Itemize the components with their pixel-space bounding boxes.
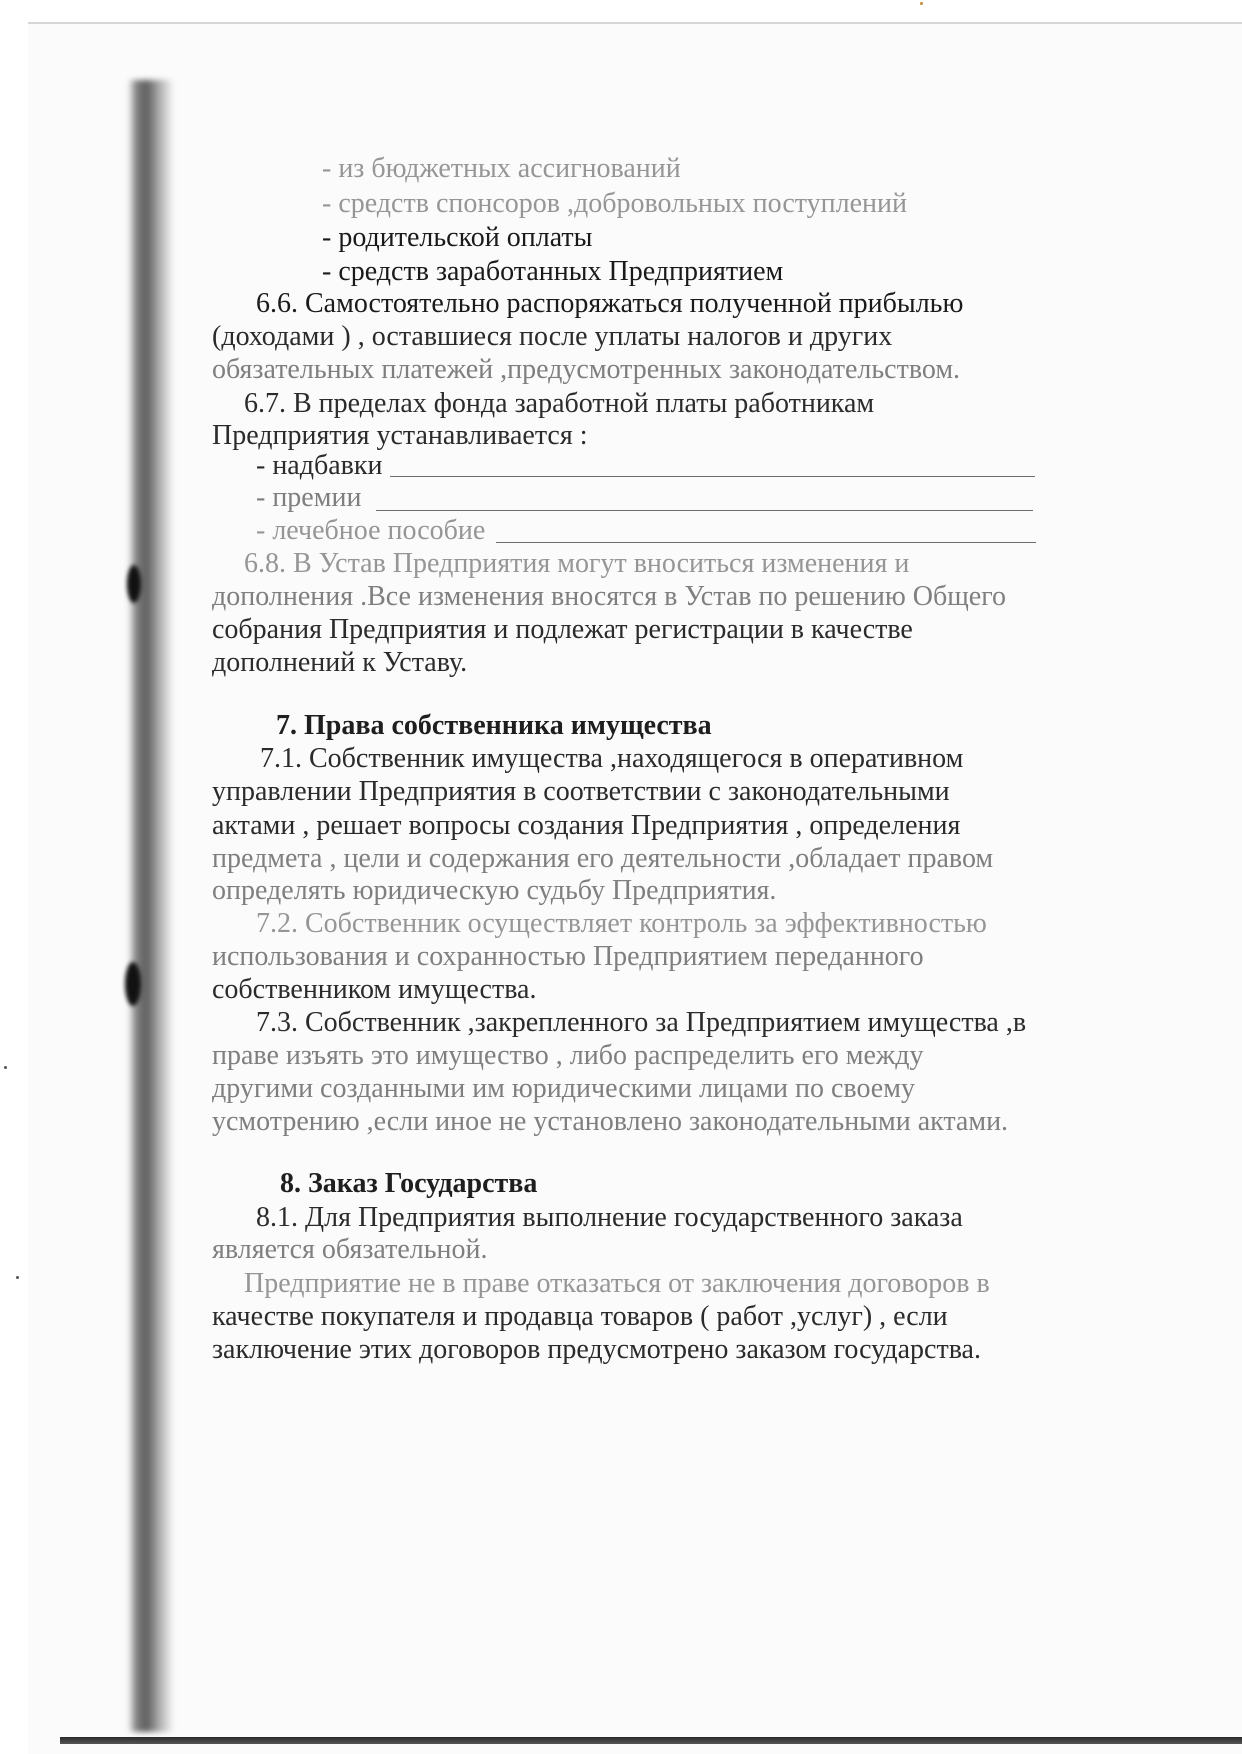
paragraph-7-1-line: 7.1. Собственник имущества ,находящегося в оперативном (260, 743, 964, 774)
paragraph-7-1-line: определять юридическую судьбу Предприятия. (212, 875, 777, 906)
list-item-funding: - из бюджетных ассигнований (322, 153, 681, 184)
section-7-heading: 7. Права собственника имущества (276, 710, 712, 741)
paragraph-6-8-line: собрания Предприятия и подлежат регистрации в качестве (212, 614, 913, 645)
section-8-heading: 8. Заказ Государства (280, 1168, 538, 1199)
paragraph-7-2-line: 7.2. Собственник осуществляет контроль за эффективностью (256, 908, 987, 939)
paragraph-7-2-line: собственником имущества. (212, 974, 537, 1005)
fill-line (390, 476, 1035, 477)
paragraph-7-1-line: предмета , цели и содержания его деятельности ,обладает правом (212, 843, 994, 874)
list-item-pay: - лечебное пособие (256, 515, 486, 546)
list-item-pay: - премии (256, 482, 362, 513)
paragraph-6-7-line: 6.7. В пределах фонда заработной платы работникам (244, 388, 875, 419)
scan-speck (4, 1066, 7, 1069)
scan-bottom-edge (60, 1737, 1242, 1744)
paragraph-7-3-line: 7.3. Собственник ,закрепленного за Предприятием имущества ,в (256, 1007, 1027, 1038)
paragraph-8-2-line: Предприятие не в праве отказаться от заключения договоров в (244, 1268, 990, 1299)
paragraph-7-3-line: другими созданными им юридическими лицами по своему (212, 1073, 915, 1104)
list-item-funding: - средств спонсоров ,добровольных поступлений (322, 188, 907, 219)
list-item-funding: - средств заработанных Предприятием (322, 256, 784, 287)
scan-speck (920, 2, 923, 5)
list-item-funding: - родительской оплаты (322, 222, 593, 253)
paragraph-6-8-line: 6.8. В Устав Предприятия могут вноситься изменения и (244, 548, 910, 579)
paragraph-6-8-line: дополнений к Уставу. (212, 647, 468, 678)
paragraph-7-1-line: актами , решает вопросы создания Предприятия , определения (212, 810, 961, 841)
paragraph-6-8-line: дополнения .Все изменения вносятся в Устав по решению Общего (212, 581, 1006, 612)
scan-gutter-shadow (128, 80, 174, 1732)
scan-speck (16, 1276, 19, 1279)
paragraph-7-3-line: праве изъять это имущество , либо распределить его между (212, 1040, 924, 1071)
paragraph-7-1-line: управлении Предприятия в соответствии с законодательными (212, 776, 950, 807)
paragraph-8-2-line: качестве покупателя и продавца товаров ( работ ,услуг) , если (212, 1301, 948, 1332)
scan-blotch (125, 962, 141, 1006)
paragraph-8-2-line: заключение этих договоров предусмотрено заказом государства. (212, 1334, 981, 1365)
paragraph-7-2-line: использования и сохранностью Предприятием переданного (212, 941, 924, 972)
paragraph-7-3-line: усмотрению ,если иное не установлено законодательными актами. (212, 1106, 1009, 1137)
paragraph-8-1-line: 8.1. Для Предприятия выполнение государственного заказа (256, 1202, 963, 1233)
paragraph-6-6-line: (доходами ) , оставшиеся после уплаты налогов и других (212, 321, 893, 352)
fill-line (496, 542, 1036, 543)
paragraph-6-6-line: обязательных платежей ,предусмотренных законодательством. (212, 354, 961, 385)
scan-blotch (127, 565, 141, 603)
paragraph-8-1-line: является обязательной. (212, 1234, 488, 1265)
fill-line (376, 510, 1033, 511)
page-top-edge (28, 22, 1242, 24)
list-item-pay: - надбавки (256, 450, 383, 481)
paragraph-6-6-line: 6.6. Самостоятельно распоряжаться полученной прибылью (256, 288, 964, 319)
paragraph-6-7-line: Предприятия устанавливается : (212, 420, 588, 451)
